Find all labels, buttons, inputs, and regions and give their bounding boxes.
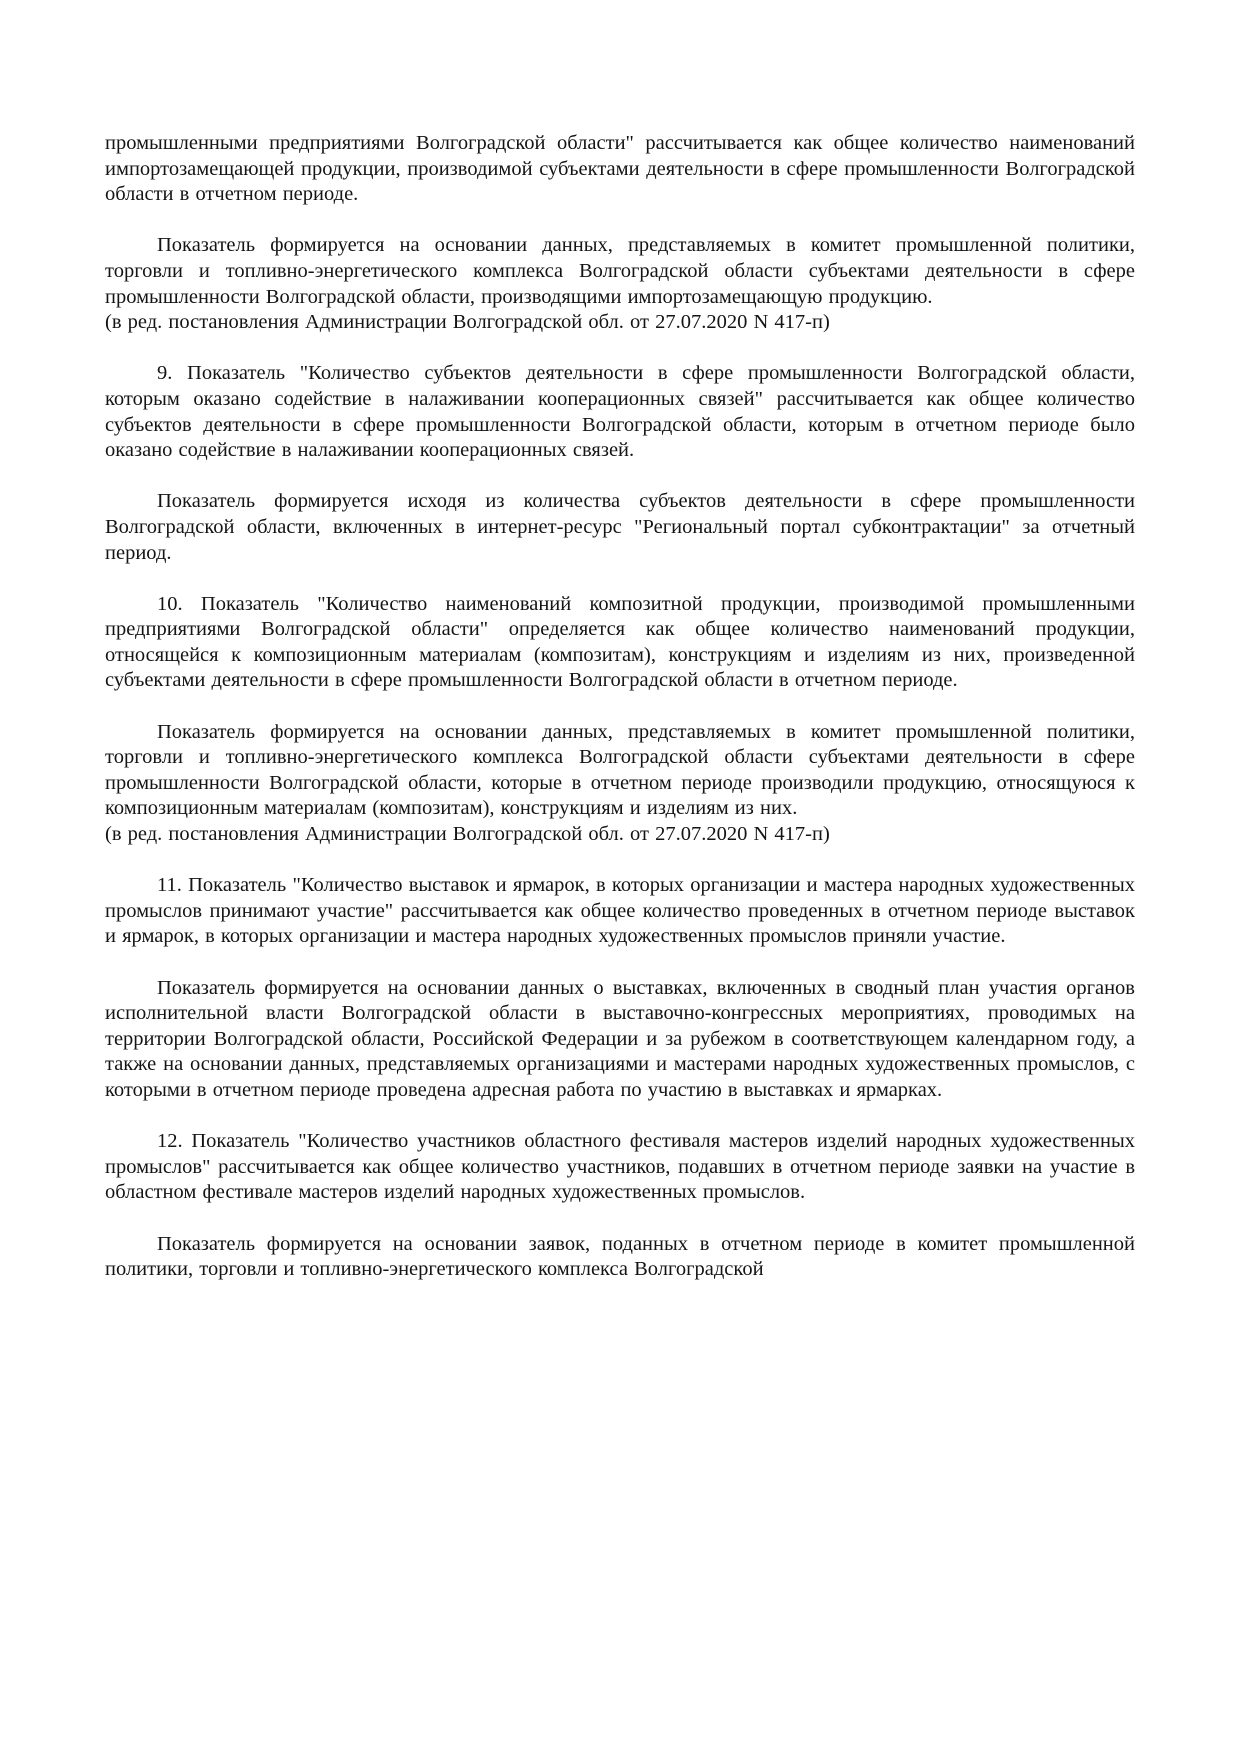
paragraph-item-10: 10. Показатель "Количество наименований композитной продукции, производимой промышленными предприятиями Волгоградской области" определяется как общее количество наименований продукции, относящейся к композиционным материалам (композитам), конструкциям и изделиям из них, произведенной субъектами деятельности в сфере промышленности Волгоградской области в отчетном периоде. <box>105 592 1135 692</box>
paragraph-indicator-source: Показатель формируется на основании данных, представляемых в комитет промышленной политики, торговли и топливно-энергетического комплекса Волгоградской области субъектами деятельности в сфере промышленности Волгоградской области, производящими импортозамещающую продукцию. <box>105 234 1135 308</box>
paragraph-indicator-source: Показатель формируется на основании данных о выставках, включенных в сводный план участия органов исполнительной власти Волгоградской области в выставочно-конгрессных мероприятиях, проводимых на территории Волгоградской области, Российской Федерации и за рубежом в соответствующем календарном году, а также на основании данных, представляемых организациями и мастерами народных художественных промыслов, с которыми в отчетном периоде проведена адресная работа по участию в выставках и ярмарках. <box>105 976 1135 1101</box>
paragraph-item-11: 11. Показатель "Количество выставок и ярмарок, в которых организации и мастера народных художественных промыслов принимают участие" рассчитывается как общее количество проведенных в отчетном периоде выставок и ярмарок, в которых организации и мастера народных художественных промыслов приняли участие. <box>105 874 1135 948</box>
paragraph-continuation: промышленными предприятиями Волгоградской области" рассчитывается как общее количество наименований импортозамещающей продукции, производимой субъектами деятельности в сфере промышленности Волгоградской области в отчетном периоде. <box>105 132 1135 206</box>
paragraph-indicator-source-partial: Показатель формируется на основании заявок, поданных в отчетном периоде в комитет промышленной политики, торговли и топливно-энергетического комплекса Волгоградской <box>105 1232 1135 1281</box>
paragraph-item-9: 9. Показатель "Количество субъектов деятельности в сфере промышленности Волгоградской области, которым оказано содействие в налаживании кооперационных связей" рассчитывается как общее количество субъектов деятельности в сфере промышленности Волгоградской области, которым в отчетном периоде было оказано содействие в налаживании кооперационных связей. <box>105 362 1135 462</box>
amendment-note: (в ред. постановления Администрации Волгоградской обл. от 27.07.2020 N 417-п) <box>105 823 830 846</box>
paragraph-indicator-source: Показатель формируется исходя из количества субъектов деятельности в сфере промышленности Волгоградской области, включенных в интернет-ресурс "Региональный портал субконтрактации" за отчетный период. <box>105 490 1135 564</box>
paragraph-item-12: 12. Показатель "Количество участников областного фестиваля мастеров изделий народных художественных промыслов" рассчитывается как общее количество участников, подавших в отчетном периоде заявки на участие в областном фестивале мастеров изделий народных художественных промыслов. <box>105 1130 1135 1204</box>
amendment-note: (в ред. постановления Администрации Волгоградской обл. от 27.07.2020 N 417-п) <box>105 311 830 334</box>
paragraph-indicator-source: Показатель формируется на основании данных, представляемых в комитет промышленной политики, торговли и топливно-энергетического комплекса Волгоградской области субъектами деятельности в сфере промышленности Волгоградской области, которые в отчетном периоде производили продукцию, относящуюся к композиционным материалам (композитам), конструкциям и изделиям из них. <box>105 720 1135 820</box>
